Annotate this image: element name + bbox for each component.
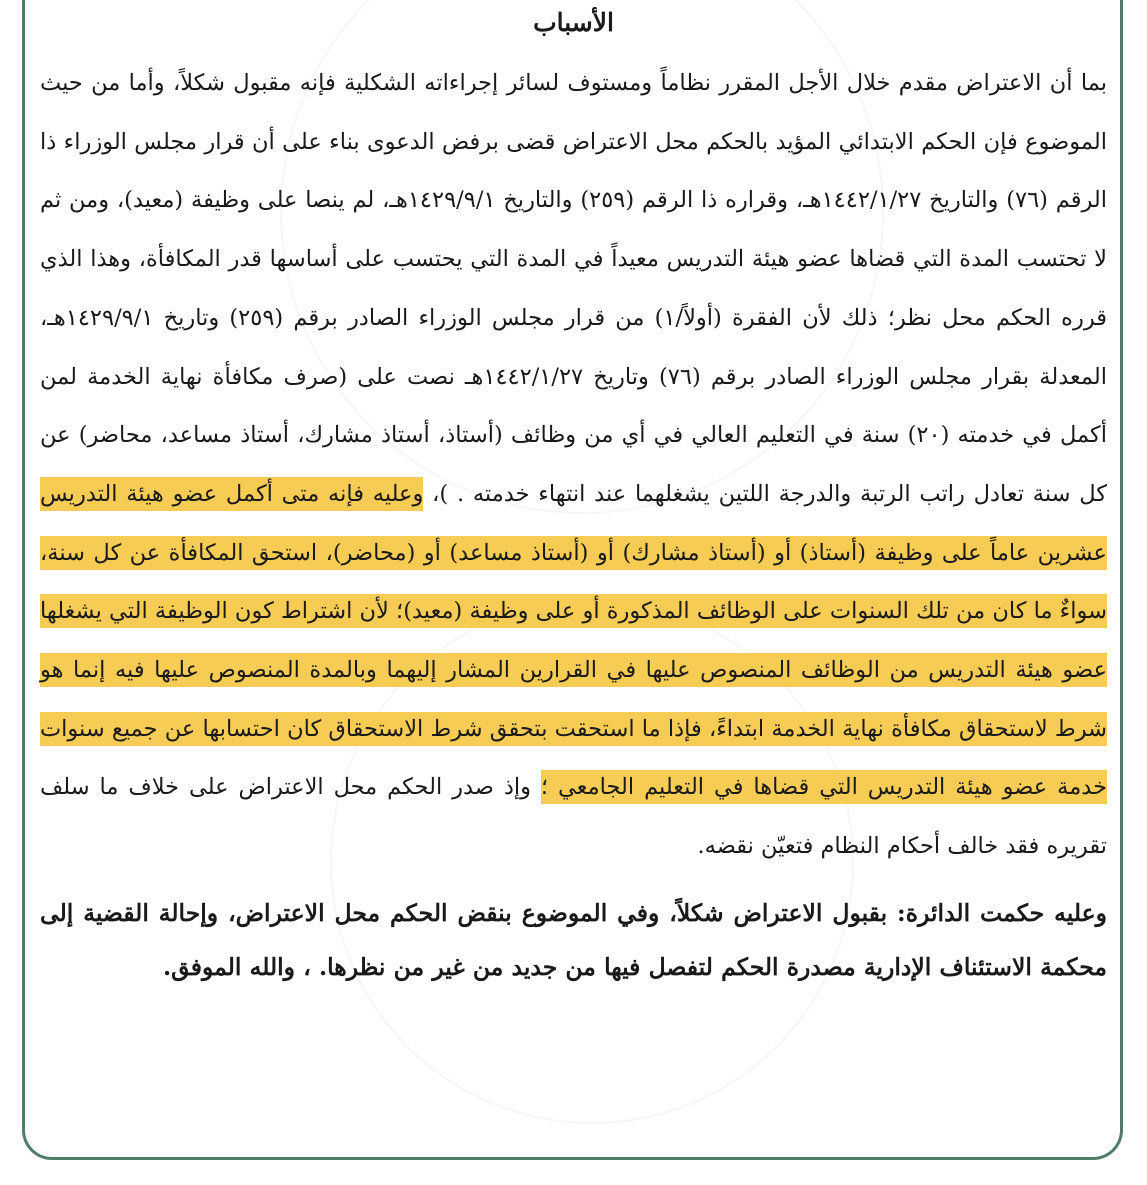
reasons-text: بما أن الاعتراض مقدم خلال الأجل المقرر نظاماً ومستوف لسائر إجراءاته الشكلية فإنه مقبول شكلاً، وأما من حيث الموضوع فإن الحكم الابتدائي المؤيد بالحكم محل الاعتراض قضى برفض الدعوى بناء على أن قرار مجلس الوزراء ذا الرقم (٧٦) والتاريخ ١٤٤٢/١/٢٧هـ، وقراره ذا الرقم (٢٥٩) والتاريخ ١٤٢٩/٩/١هـ، لم ينصا على وظيفة (معيد)، ومن ثم لا تحتسب المدة التي قضاها عضو هيئة التدريس معيداً في المدة التي يحتسب على أساسها قدر المكافأة، وهذا الذي قرره الحكم محل نظر؛ ذلك لأن الفقرة (أولاً/١) من قرار مجلس الوزراء الصادر برقم (٢٥٩) وتاريخ ١٤٢٩/٩/١هـ، المعدلة بقرار مجلس الوزراء الصادر برقم (٧٦) وتاريخ ١٤٤٢/١/٢٧هـ نصت على (صرف مكافأة نهاية الخدمة لمن أكمل في خدمته (٢٠) سنة في التعليم العالي في أي من وظائف (أستاذ، أستاذ مشارك، أستاذ مساعد، محاضر) عن كل سنة تعادل راتب الرتبة والدرجة اللتين يشغلهما عند انتهاء خدمته . )، — [40, 70, 1108, 507]
reasons-paragraph — [40, 54, 1107, 876]
document-body — [40, 6, 1107, 994]
reasons-conclusion: وإذ صدر الحكم محل الاعتراض على خلاف ما سلف تقريره فقد خالف أحكام النظام فتعيّن نقضه. — [40, 774, 1107, 860]
highlighted-text: وعليه فإنه متى أكمل عضو هيئة التدريس عشرين عاماً على وظيفة (أستاذ) أو (أستاذ مشارك) أو (أستاذ مساعد) أو (محاضر)، استحق المكافأة عن كل سنة، سواءٌ ما كان من تلك السنوات على الوظائف المذكورة أو على وظيفة (معيد)؛ لأن اشتراط كون الوظيفة التي يشغلها عضو هيئة التدريس من الوظائف المنصوص عليها في القرارين المشار إليهما وبالمدة المنصوص عليها فيه إنما هو شرط لاستحقاق مكافأة نهاية الخدمة ابتداءً، فإذا ما استحقت بتحقق شرط الاستحقاق كان احتسابها عن جميع سنوات خدمة عضو هيئة التدريس التي قضاها في التعليم الجامعي ؛ — [40, 477, 1107, 805]
ruling-paragraph: وعليه حكمت الدائرة: بقبول الاعتراض شكلاً، وفي الموضوع بنقض الحكم محل الاعتراض، وإحالة القضية إلى محكمة الاستئناف الإدارية مصدرة الحكم لتفصل فيها من جديد من غير من نظرها. ، والله الموفق. — [40, 898, 1107, 981]
section-heading: الأسباب — [533, 8, 614, 37]
